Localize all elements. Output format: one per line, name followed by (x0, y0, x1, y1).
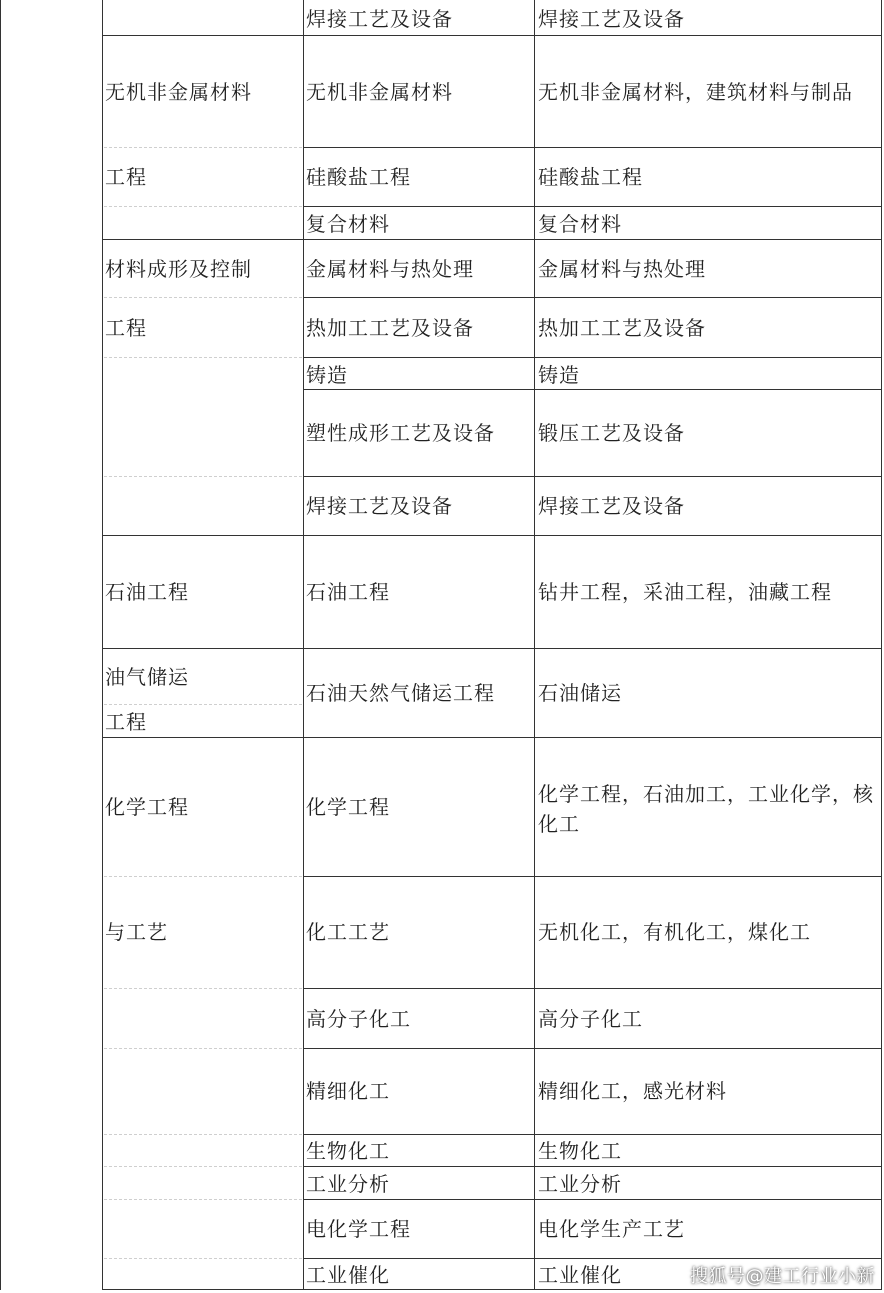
row-border (303, 1048, 882, 1049)
table-cell-category: 工程 (105, 165, 147, 189)
row-border (303, 988, 882, 989)
table-cell-category: 化学工程 (105, 795, 189, 819)
row-border (303, 876, 882, 877)
dashed-divider (104, 1134, 302, 1135)
watermark-text: 搜狐号@建工行业小新 (690, 1266, 875, 1287)
table-cell-category: 工程 (105, 710, 147, 734)
table-cell-category: 工程 (105, 316, 147, 340)
row-border (303, 476, 882, 477)
table-cell-program: 化工工艺 (306, 920, 390, 944)
table-cell-original: 复合材料 (538, 212, 622, 236)
table-cell-original: 焊接工艺及设备 (538, 7, 685, 31)
row-border (102, 737, 882, 738)
row-border (102, 535, 882, 536)
table-cell-category: 石油工程 (105, 580, 189, 604)
table-cell-original: 锻压工艺及设备 (538, 421, 685, 445)
table-cell-program: 铸造 (306, 363, 348, 387)
table-cell-program: 电化学工程 (306, 1217, 411, 1241)
table-cell-program: 硅酸盐工程 (306, 165, 411, 189)
table-border-bottom (102, 1289, 882, 1290)
table-cell-program: 金属材料与热处理 (306, 257, 474, 281)
table-cell-original: 金属材料与热处理 (538, 257, 706, 281)
table-cell-original: 铸造 (538, 363, 580, 387)
row-border (303, 1258, 882, 1259)
table-cell-original: 石油储运 (538, 681, 622, 705)
table-cell-program: 石油工程 (306, 580, 390, 604)
table-cell-program: 热加工工艺及设备 (306, 316, 474, 340)
table-cell-program: 化学工程 (306, 795, 390, 819)
table-cell-original: 无机非金属材料，建筑材料与制品 (538, 80, 853, 104)
row-border (303, 1134, 882, 1135)
dashed-divider (104, 476, 302, 477)
table-cell-original: 硅酸盐工程 (538, 165, 643, 189)
table-cell-program: 焊接工艺及设备 (306, 494, 453, 518)
table-cell-original: 精细化工，感光材料 (538, 1079, 727, 1103)
table-border-right (881, 0, 882, 1290)
dashed-divider (104, 206, 302, 207)
table-cell-category: 材料成形及控制 (105, 257, 252, 281)
table-cell-program: 焊接工艺及设备 (306, 7, 453, 31)
table-cell-program: 塑性成形工艺及设备 (306, 421, 495, 445)
row-border (303, 389, 882, 390)
table-cell-original: 焊接工艺及设备 (538, 494, 685, 518)
table-cell-category: 与工艺 (105, 920, 168, 944)
dashed-divider (104, 876, 302, 877)
dashed-divider (104, 1048, 302, 1049)
dashed-divider (104, 357, 302, 358)
table-cell-original: 工业分析 (538, 1172, 622, 1196)
table-cell-program: 生物化工 (306, 1139, 390, 1163)
table-cell-program: 复合材料 (306, 212, 390, 236)
table-cell-original: 化学工程，石油加工，工业化学，核化工 (538, 782, 874, 836)
dashed-divider (104, 297, 302, 298)
dashed-divider (104, 147, 302, 148)
table-cell-original: 无机化工，有机化工，煤化工 (538, 920, 811, 944)
col-divider-1 (102, 0, 103, 1290)
table-cell-category: 油气储运 (105, 665, 189, 689)
table-cell-original: 生物化工 (538, 1139, 622, 1163)
table-cell-original: 工业催化 (538, 1263, 622, 1287)
table-cell-program: 高分子化工 (306, 1007, 411, 1031)
table-cell-program: 石油天然气储运工程 (306, 681, 495, 705)
col-divider-2 (303, 0, 304, 1290)
dashed-divider (104, 1199, 302, 1200)
table-cell-program: 工业分析 (306, 1172, 390, 1196)
table-cell-program: 工业催化 (306, 1263, 390, 1287)
row-border (303, 206, 882, 207)
row-border (102, 35, 882, 36)
table-cell-program: 无机非金属材料 (306, 80, 453, 104)
table-cell-original: 电化学生产工艺 (538, 1217, 685, 1241)
dashed-divider (104, 1166, 302, 1167)
row-border (303, 357, 882, 358)
row-border (102, 239, 882, 240)
row-border (303, 147, 882, 148)
table-cell-category: 无机非金属材料 (105, 80, 252, 104)
row-border (303, 1166, 882, 1167)
table-cell-original: 钻井工程，采油工程，油藏工程 (538, 580, 832, 604)
row-border (102, 648, 882, 649)
dashed-divider (104, 1258, 302, 1259)
table-cell-program: 精细化工 (306, 1079, 390, 1103)
row-border (303, 1199, 882, 1200)
row-border (303, 297, 882, 298)
table-border-left (0, 0, 1, 1290)
col-divider-3 (534, 0, 535, 1290)
table-cell-original: 热加工工艺及设备 (538, 316, 706, 340)
dashed-divider (104, 988, 302, 989)
dashed-divider (104, 704, 302, 705)
table-cell-original: 高分子化工 (538, 1007, 643, 1031)
